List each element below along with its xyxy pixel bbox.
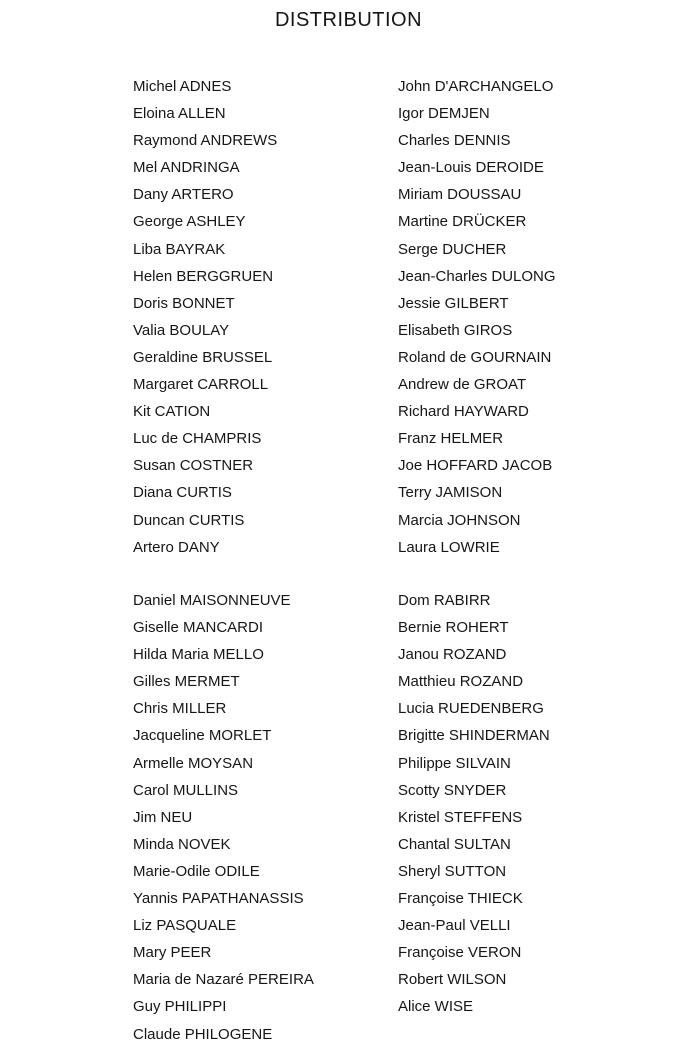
cast-name: Dany ARTERO bbox=[133, 186, 234, 204]
cast-name: Laura LOWRIE bbox=[398, 538, 500, 556]
cast-name: Carol MULLINS bbox=[133, 781, 239, 799]
cast-name: Richard HAYWARD bbox=[398, 403, 529, 421]
cast-name: Liz PASQUALE bbox=[133, 917, 237, 935]
cast-name: Daniel MAISONNEUVE bbox=[133, 592, 291, 609]
cast-name: Philippe SILVAIN bbox=[398, 754, 511, 772]
cast-name: Charles DENNIS bbox=[398, 132, 511, 150]
cast-name: Yannis PAPATHANASSIS bbox=[133, 890, 304, 908]
cast-name: Mary PEER bbox=[133, 944, 212, 962]
cast-name: Jean-Louis DEROIDE bbox=[398, 159, 544, 177]
cast-name: Chantal SULTAN bbox=[398, 835, 511, 853]
cast-name: Guy PHILIPPI bbox=[133, 998, 227, 1016]
cast-name: Robert WILSON bbox=[398, 971, 507, 989]
cast-name: Sheryl SUTTON bbox=[398, 862, 507, 880]
cast-name: Jim NEU bbox=[133, 808, 193, 826]
cast-name: Kit CATION bbox=[133, 403, 211, 421]
cast-name: Marcia JOHNSON bbox=[398, 511, 521, 529]
cast-name: Helen BERGGRUEN bbox=[133, 267, 274, 285]
cast-name: Susan COSTNER bbox=[133, 457, 254, 475]
cast-name: Lucia RUEDENBERG bbox=[398, 700, 544, 718]
cast-name: Armelle MOYSAN bbox=[133, 754, 254, 772]
cast-name: Mel ANDRINGA bbox=[133, 159, 240, 177]
cast-name: Martine DRÜCKER bbox=[398, 213, 527, 231]
cast-name: Michel ADNES bbox=[133, 78, 232, 95]
cast-column-left bbox=[133, 590, 314, 1051]
cast-name: Joe HOFFARD JACOB bbox=[398, 457, 553, 475]
cast-name: Gilles MERMET bbox=[133, 673, 240, 691]
cast-name: Scotty SNYDER bbox=[398, 781, 507, 799]
cast-name: Minda NOVEK bbox=[133, 835, 231, 853]
cast-name: Diana CURTIS bbox=[133, 484, 232, 502]
cast-name: George ASHLEY bbox=[133, 213, 246, 231]
cast-name: Janou ROZAND bbox=[398, 646, 507, 664]
cast-name: Miriam DOUSSAU bbox=[398, 186, 522, 204]
cast-name: Marie-Odile ODILE bbox=[133, 862, 260, 880]
cast-name: Matthieu ROZAND bbox=[398, 673, 524, 691]
cast-name: Alice WISE bbox=[398, 998, 474, 1016]
cast-name: Brigitte SHINDERMAN bbox=[398, 727, 550, 745]
cast-name: Valia BOULAY bbox=[133, 321, 230, 339]
cast-name: Françoise THIECK bbox=[398, 890, 523, 908]
cast-name: Doris BONNET bbox=[133, 294, 235, 312]
cast-name: Serge DUCHER bbox=[398, 240, 507, 258]
cast-name: John D'ARCHANGELO bbox=[398, 78, 554, 95]
cast-name: Roland de GOURNAIN bbox=[398, 348, 552, 366]
cast-name: Margaret CARROLL bbox=[133, 376, 269, 394]
cast-column-right bbox=[398, 590, 550, 1024]
cast-name: Kristel STEFFENS bbox=[398, 808, 523, 826]
cast-name: Duncan CURTIS bbox=[133, 511, 245, 529]
cast-name: Giselle MANCARDI bbox=[133, 619, 264, 637]
cast-name: Jessie GILBERT bbox=[398, 294, 509, 312]
cast-name: Maria de Nazaré PEREIRA bbox=[133, 971, 314, 989]
cast-name: Dom RABIRR bbox=[398, 592, 491, 609]
cast-name: Jean-Charles DULONG bbox=[398, 267, 556, 285]
page-title: DISTRIBUTION bbox=[274, 9, 423, 31]
cast-name: Françoise VERON bbox=[398, 944, 522, 962]
cast-name: Hilda Maria MELLO bbox=[133, 646, 264, 664]
cast-name: Chris MILLER bbox=[133, 700, 227, 718]
cast-name: Liba BAYRAK bbox=[133, 240, 226, 258]
cast-name: Jean-Paul VELLI bbox=[398, 917, 511, 935]
cast-name: Eloina ALLEN bbox=[133, 105, 226, 123]
cast-name: Andrew de GROAT bbox=[398, 376, 527, 394]
cast-name: Geraldine BRUSSEL bbox=[133, 348, 273, 366]
cast-column-right bbox=[398, 76, 556, 564]
cast-name: Raymond ANDREWS bbox=[133, 132, 278, 150]
cast-name: Jacqueline MORLET bbox=[133, 727, 272, 745]
cast-name: Bernie ROHERT bbox=[398, 619, 509, 637]
cast-name: Artero DANY bbox=[133, 538, 220, 556]
cast-name: Igor DEMJEN bbox=[398, 105, 490, 123]
cast-name: Franz HELMER bbox=[398, 430, 504, 448]
cast-column-left bbox=[133, 76, 277, 564]
cast-name: Elisabeth GIROS bbox=[398, 321, 513, 339]
cast-name: Terry JAMISON bbox=[398, 484, 503, 502]
cast-name: Luc de CHAMPRIS bbox=[133, 430, 262, 448]
cast-name: Claude PHILOGENE bbox=[133, 1025, 273, 1043]
